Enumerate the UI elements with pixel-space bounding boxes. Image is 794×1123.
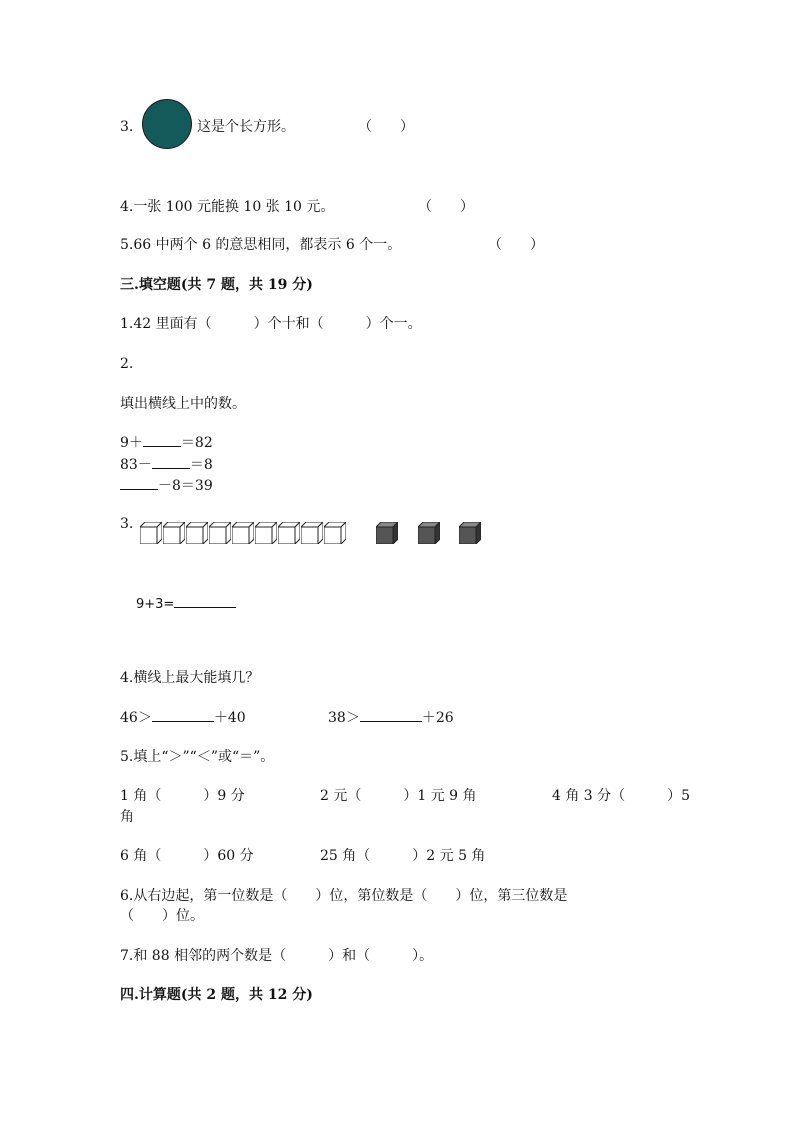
fill-question-4: 4.横线上最大能填几？ [120, 670, 260, 686]
white-cube-icon [278, 522, 300, 544]
question-4-text: 4.一张 100 元能换 10 张 10 元。 [120, 199, 335, 215]
cube-equation: 9+3= [136, 593, 236, 615]
question-3-number: 3. [120, 119, 134, 135]
fill-equation-2: 83－ ＝8 [120, 454, 213, 475]
section-4-title: 四.计算题(共 2 题，共 12 分) [120, 987, 313, 1003]
fill-question-5: 5.填上“＞”“＜”或“＝”。 [120, 749, 275, 765]
fill-question-1: 1.42 里面有（ ）个十和（ ）个一。 [120, 316, 422, 332]
compare-1a: 1 角（ ）9 分 [120, 788, 245, 804]
fill-question-4-part-b: 38＞ ＋26 [328, 707, 454, 728]
question-3-text: 这是个长方形。 [197, 119, 295, 135]
fill-question-7: 7.和 88 相邻的两个数是（ ）和（ ）。 [120, 948, 434, 964]
answer-blank[interactable] [143, 432, 181, 447]
question-5-text: 5.66 中两个 6 的意思相同，都表示 6 个一。 [120, 237, 402, 253]
white-cube-icon [324, 522, 346, 544]
dark-cube-icon [418, 522, 440, 544]
white-cube-icon [209, 522, 231, 544]
fill-question-4-part-a: 46＞ ＋40 [120, 707, 246, 728]
answer-blank[interactable] [152, 707, 214, 722]
fill-equation-3: －8＝39 [120, 475, 213, 496]
white-cube-icon [301, 522, 323, 544]
compare-2b: 25 角（ ）2 元 5 角 [320, 848, 486, 864]
fill-equation-1: 9＋ ＝82 [120, 432, 213, 453]
compare-1c-unit: 角 [120, 809, 134, 825]
dark-cube-icon [459, 522, 481, 544]
question-4-answer-paren[interactable]: （ ） [418, 199, 474, 215]
dark-cube-icon [376, 522, 398, 544]
section-3-title: 三.填空题(共 7 题，共 19 分) [120, 277, 313, 293]
white-cube-icon [163, 522, 185, 544]
answer-blank[interactable] [174, 593, 236, 608]
answer-blank[interactable] [360, 707, 422, 722]
compare-2a: 6 角（ ）60 分 [120, 848, 254, 864]
question-3-answer-paren[interactable]: （ ） [358, 119, 414, 135]
fill-question-6-line-1: 6.从右边起，第一位数是（ ）位，第位数是（ ）位，第三位数是 [120, 888, 568, 904]
question-5-answer-paren[interactable]: （ ） [488, 237, 544, 253]
fill-question-2-number: 2. [120, 356, 134, 372]
fill-question-3-number: 3. [120, 516, 134, 532]
compare-1b: 2 元（ ）1 元 9 角 [320, 788, 477, 804]
white-cube-icon [140, 522, 162, 544]
white-cube-icon [186, 522, 208, 544]
white-cube-icon [232, 522, 254, 544]
fill-question-2-prompt: 填出横线上中的数。 [120, 396, 246, 412]
answer-blank[interactable] [120, 475, 158, 490]
circle-shape [142, 99, 192, 149]
answer-blank[interactable] [152, 454, 190, 469]
white-cube-icon [255, 522, 277, 544]
compare-1c: 4 角 3 分（ ）5 [552, 788, 691, 804]
fill-question-6-line-2: （ ）位。 [120, 908, 204, 924]
